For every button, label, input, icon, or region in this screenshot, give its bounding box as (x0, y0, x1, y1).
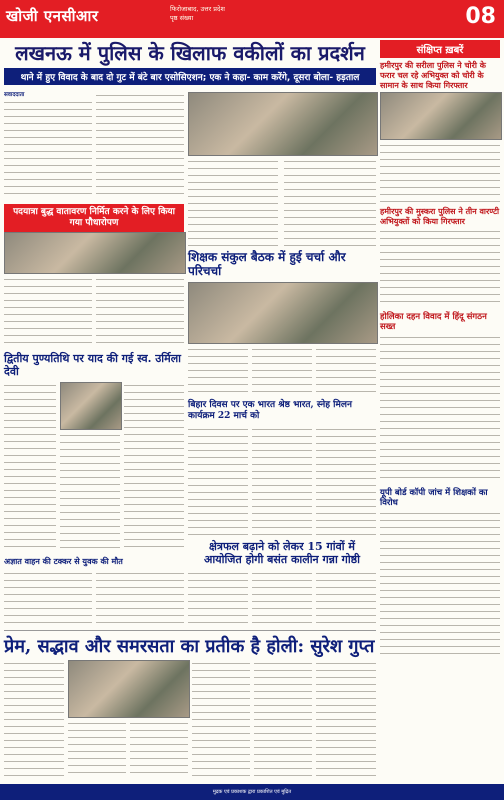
text-lines (4, 382, 56, 552)
text-lines (192, 660, 250, 778)
text-lines (188, 426, 248, 536)
lead-col-3 (188, 158, 278, 246)
school-photo (188, 282, 378, 344)
footer-imprint: मुद्रक एवं प्रकाशक द्वारा प्रकाशित एवं मुद्रित (0, 784, 504, 800)
lead-col-1 (4, 92, 92, 200)
bihar-col-3 (316, 426, 376, 536)
tribute-col-1 (4, 382, 56, 552)
tribute-headline: द्वितीय पुण्यतिथि पर याद की गई स्व. उर्मिला देवी (4, 352, 182, 378)
plantation-photo (4, 232, 186, 274)
sidebar-story4-headline: यूपी बोर्ड कॉपी जांच में शिक्षकों का विरोध (380, 488, 488, 508)
text-lines (60, 432, 120, 552)
sidebar-photo (380, 92, 502, 140)
page-number: 08 (465, 4, 496, 29)
sidebar-story4-text (380, 510, 500, 660)
school-col-2 (252, 346, 312, 396)
text-lines (96, 276, 184, 346)
text-lines (316, 426, 376, 536)
text-lines (96, 570, 184, 626)
text-lines (380, 142, 500, 202)
text-lines (252, 426, 312, 536)
text-lines (252, 570, 312, 626)
sidebar-story1-headline: हमीरपुर की सरीला पुलिस ने चोरी के फरार चल रहे अभियुक्त को चोरी के सामान के साथ किया गिरफ्तार (380, 60, 486, 90)
holi-col-5 (254, 660, 312, 778)
sidebar (380, 40, 500, 782)
school-col-3 (316, 346, 376, 396)
text-lines (124, 382, 184, 552)
text-lines (96, 92, 184, 200)
tribute-col-3 (124, 382, 184, 552)
sidebar-title: संक्षिप्त ख़बरें (380, 40, 500, 58)
school-headline: शिक्षक संकुल बैठक में हुई चर्चा और परिचर्चा (188, 250, 346, 278)
sidebar-story3-text (380, 334, 500, 484)
holi-col-2 (68, 720, 126, 778)
brand-name: खोजी एनसीआर (6, 7, 99, 25)
bihar-col-1 (188, 426, 248, 536)
text-lines (380, 510, 500, 660)
accident-col-1 (4, 570, 92, 626)
text-lines (284, 158, 376, 246)
text-lines (130, 720, 188, 778)
sidebar-story2-headline: हमीरपुर की मुस्करा पुलिस ने तीन वारण्टी अभियुक्तों को किया गिरफ्तार (380, 206, 500, 226)
inset-title: पदयात्रा बुद्ध वातावरण निर्मित करने के लिए किया गया पौधारोपण (4, 204, 184, 232)
holi-col-6 (316, 660, 376, 778)
text-lines (188, 570, 248, 626)
text-lines (68, 720, 126, 778)
masthead (0, 0, 504, 38)
sugarcane-col-2 (252, 570, 312, 626)
accident-headline: अज्ञात वाहन की टक्कर से युवक की मौत (4, 556, 123, 566)
school-col-1 (188, 346, 248, 396)
lead-col-2 (96, 92, 184, 200)
inset-box (4, 204, 184, 232)
text-lines (380, 334, 500, 484)
lead-photo (188, 92, 378, 156)
sugarcane-headline-line1: क्षेत्रफल बढ़ाने को लेकर 15 गांवों में (209, 540, 355, 553)
sugarcane-headline (188, 540, 376, 566)
text-lines (254, 660, 312, 778)
lead-col-4 (284, 158, 376, 246)
holi-col-3 (130, 720, 188, 778)
text-lines (4, 570, 92, 626)
tribute-col-2 (60, 432, 120, 552)
text-lines (4, 276, 92, 346)
lead-headline: लखनऊ में पुलिस के खिलाफ वकीलों का प्रदर्शन (15, 41, 365, 65)
accident-col-2 (96, 570, 184, 626)
tribute-photo (60, 382, 122, 430)
sidebar-story1-text (380, 142, 500, 202)
text-lines (4, 660, 64, 778)
sidebar-story2-text (380, 228, 500, 308)
sugarcane-col-3 (316, 570, 376, 626)
section-divider (4, 630, 376, 631)
text-lines (188, 346, 248, 396)
text-lines (316, 346, 376, 396)
text-lines (316, 570, 376, 626)
sidebar-story3-headline: होलिका दहन विवाद में हिंदू संगठन सख्त (380, 312, 487, 332)
lead-kicker: थाने में हुए विवाद के बाद दो गुट में बंटे बार एसोसिएशन; एक ने कहा- काम करेंगे, दूसरा बोला- हड़ताल (4, 68, 376, 85)
sugarcane-headline-line2: आयोजित होगी बसंत कालीन गन्ना गोष्ठी (203, 553, 360, 566)
text-lines (316, 660, 376, 778)
holi-headline: प्रेम, सद्भाव और समरसता का प्रतीक है होली: सुरेश गुप्त (4, 636, 375, 657)
inset-col-2 (96, 276, 184, 346)
masthead-info-line2: पृष्ठ संख्या (170, 14, 194, 22)
lead-dateline: संवाददाता (4, 92, 25, 98)
main-content (4, 40, 376, 782)
sugarcane-col-1 (188, 570, 248, 626)
text-lines (4, 99, 92, 200)
inset-col-1 (4, 276, 92, 346)
masthead-info-line1: फिरोजाबाद, उत्तर प्रदेश (170, 5, 225, 13)
holi-col-4 (192, 660, 250, 778)
holi-photo (68, 660, 190, 718)
text-lines (188, 158, 278, 246)
holi-col-1 (4, 660, 64, 778)
bihar-col-2 (252, 426, 312, 536)
masthead-info (170, 5, 370, 23)
bihar-headline: बिहार दिवस पर एक भारत श्रेष्ठ भारत, स्नेह मिलन कार्यक्रम 22 मार्च को (188, 400, 352, 421)
text-lines (252, 346, 312, 396)
text-lines (380, 228, 500, 308)
